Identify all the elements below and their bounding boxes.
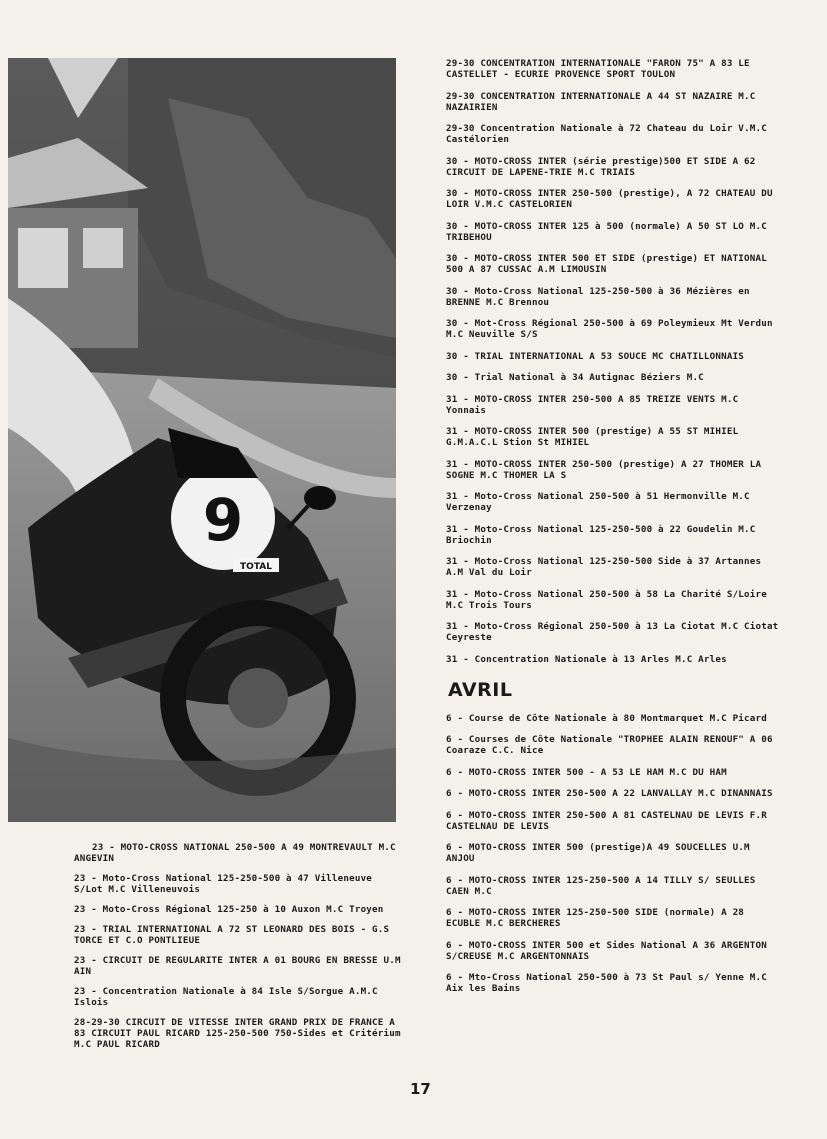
event-entry: 30 - Mot-Cross Régional 250-500 à 69 Poleymieux Mt Verdun M.C Neuville S/S <box>446 318 773 340</box>
event-entry: 29-30 CONCENTRATION INTERNATIONALE "FARON 75" A 83 LE CASTELLET - ECURIE PROVENCE SPORT TOULON <box>446 58 750 80</box>
event-entry: 23 - MOTO-CROSS NATIONAL 250-500 A 49 MONTREVAULT M.C ANGEVIN <box>74 842 396 864</box>
motorcycle-illustration <box>8 58 396 822</box>
avril-entry: 6 - Course de Côte Nationale à 80 Montmarquet M.C Picard <box>446 712 767 724</box>
avril-entry: 6 - MOTO-CROSS INTER 500 (prestige)A 49 SOUCELLES U.M ANJOU <box>446 842 750 864</box>
avril-entry: 6 - MOTO-CROSS INTER 500 - A 53 LE HAM M.C DU HAM <box>446 766 727 778</box>
event-entry: 31 - Moto-Cross National 125-250-500 Side à 37 Artannes A.M Val du Loir <box>446 556 762 578</box>
event-entry: 30 - TRIAL INTERNATIONAL A 53 SOUCE MC CHATILLONNAIS <box>446 350 745 362</box>
event-entry: 23 - Concentration Nationale à 84 Isle S/Sorgue A.M.C Islois <box>74 986 378 1008</box>
event-entry: 30 - MOTO-CROSS INTER (série prestige)500 ET SIDE A 62 CIRCUIT DE LAPENE-TRIE M.C TRIAIS <box>446 155 756 178</box>
month-heading: AVRIL <box>448 678 513 701</box>
event-entry: 31 - MOTO-CROSS INTER 500 (prestige) A 55 ST MIHIEL G.M.A.C.L Stion St MIHIEL <box>446 426 739 448</box>
event-entry: 29-30 CONCENTRATION INTERNATIONALE A 44 ST NAZAIRE M.C NAZAIRIEN <box>446 90 756 113</box>
event-entry: 30 - MOTO-CROSS INTER 125 à 500 (normale) A 50 ST LO M.C TRIBEHOU <box>446 220 767 243</box>
avril-entry: 6 - MOTO-CROSS INTER 250-500 A 22 LANVALLAY M.C DINANNAIS <box>446 788 773 799</box>
right-column <box>446 58 782 1005</box>
event-entry: 31 - MOTO-CROSS INTER 250-500 (prestige) A 27 THOMER LA SOGNE M.C THOMER LA S <box>446 458 762 481</box>
event-entry: 31 - Moto-Cross Régional 250-500 à 13 La Ciotat M.C Ciotat Ceyreste <box>446 621 779 643</box>
event-entry: 30 - MOTO-CROSS INTER 250-500 (prestige), A 72 CHATEAU DU LOIR V.M.C CASTELORIEN <box>446 188 773 210</box>
avril-entry: 6 - MOTO-CROSS INTER 250-500 A 81 CASTELNAU DE LEVIS F.R CASTELNAU DE LEVIS <box>446 809 767 832</box>
number-plate-9: 9 <box>202 486 244 554</box>
event-entry: 30 - Trial National à 34 Autignac Béziers M.C <box>446 372 704 383</box>
event-entry: 23 - CIRCUIT DE REGULARITE INTER A 01 BOURG EN BRESSE U.M AIN <box>74 955 401 977</box>
avril-entry: 6 - MOTO-CROSS INTER 125-250-500 A 14 TILLY S/ SEULLES CAEN M.C <box>446 874 756 897</box>
avril-entry: 6 - Courses de Côte Nationale "TROPHEE ALAIN RENOUF" A 06 Coaraze C.C. Nice <box>446 734 773 756</box>
avril-entry: 6 - MOTO-CROSS INTER 125-250-500 SIDE (normale) A 28 ECUBLE M.C BERCHERES <box>446 907 745 929</box>
event-entry: 29-30 Concentration Nationale à 72 Chateau du Loir V.M.C Castélorien <box>446 123 767 145</box>
event-entry: 31 - Moto-Cross National 250-500 à 51 Hermonville M.C Verzenay <box>446 491 750 513</box>
event-entry: 28-29-30 CIRCUIT DE VITESSE INTER GRAND PRIX DE FRANCE A 83 CIRCUIT PAUL RICARD 125-250-500 750-Sides et Critérium M.C PAUL RICARD <box>74 1017 401 1050</box>
event-entry: 31 - MOTO-CROSS INTER 250-500 A 85 TREIZE VENTS M.C Yonnais <box>446 393 739 416</box>
event-entry: 30 - MOTO-CROSS INTER 500 ET SIDE (prestige) ET NATIONAL 500 A 87 CUSSAC A.M LIMOUSIN <box>446 253 767 275</box>
event-entry: 31 - Moto-Cross National 125-250-500 à 22 Goudelin M.C Briochin <box>446 523 756 546</box>
sponsor-label: TOTAL <box>240 562 272 572</box>
left-column <box>74 842 404 1059</box>
motorcycle-photo <box>8 58 396 822</box>
event-entry: 23 - Moto-Cross National 125-250-500 à 47 Villeneuve S/Lot M.C Villeneuvois <box>74 873 373 895</box>
event-entry: 23 - TRIAL INTERNATIONAL A 72 ST LEONARD DES BOIS - G.S TORCE ET C.O PONTLIEUE <box>74 924 390 946</box>
page-number: 17 <box>410 1080 431 1098</box>
event-entry: 31 - Concentration Nationale à 13 Arles M.C Arles <box>446 653 727 665</box>
event-entry: 23 - Moto-Cross Régional 125-250 à 10 Auxon M.C Troyen <box>74 904 384 915</box>
event-entry: 31 - Moto-Cross National 250-500 à 58 La Charité S/Loire M.C Trois Tours <box>446 588 767 611</box>
avril-entry: 6 - Mto-Cross National 250-500 à 73 St Paul s/ Yenne M.C Aix les Bains <box>446 972 767 994</box>
avril-entry: 6 - MOTO-CROSS INTER 500 et Sides National A 36 ARGENTON S/CREUSE M.C ARGENTONNAIS <box>446 939 767 962</box>
event-entry: 30 - Moto-Cross National 125-250-500 à 36 Mézières en BRENNE M.C Brennou <box>446 285 750 308</box>
